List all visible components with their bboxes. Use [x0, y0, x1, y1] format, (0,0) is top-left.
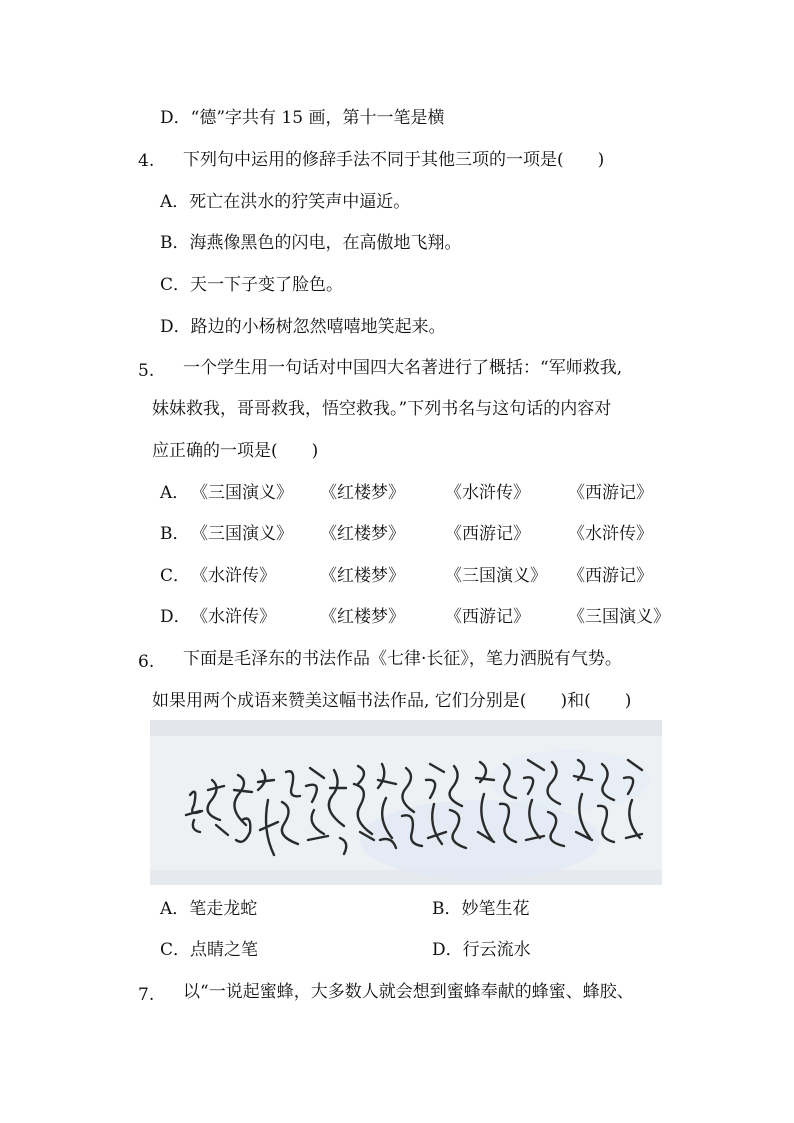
- q5-stem-line-2: 妹妹救我，哥哥救我，悟空救我。”下列书名与这句话的内容对: [152, 399, 612, 419]
- q5-book: 《红楼梦》: [320, 483, 405, 503]
- q5-book: 《西游记》: [445, 524, 530, 544]
- q5-book: 《三国演义》: [191, 524, 293, 544]
- q5-stem-line-3: 应正确的一项是( ): [152, 441, 319, 461]
- q5-book: 《红楼梦》: [320, 524, 405, 544]
- q5-option-label: A．: [160, 483, 190, 503]
- q5-book: 《红楼梦》: [320, 566, 405, 586]
- q5-book: 《三国演义》: [191, 483, 293, 503]
- q5-option-label: B．: [160, 524, 190, 544]
- q4-number: 4.: [138, 151, 155, 171]
- q6-option-d: D．行云流水: [432, 940, 531, 960]
- q5-book: 《西游记》: [568, 566, 653, 586]
- q4-option-a: A．死亡在洪水的狞笑声中逼近。: [160, 192, 411, 212]
- q5-option-label: C．: [160, 566, 191, 586]
- q5-book: 《水浒传》: [568, 524, 653, 544]
- q6-stem-line-1: 下面是毛泽东的书法作品《七律·长征》，笔力洒脱有气势。: [183, 649, 622, 669]
- q5-book: 《水浒传》: [445, 483, 530, 503]
- q3-option-d: D．“德”字共有 15 画，第十一笔是横: [160, 108, 445, 128]
- q4-option-b: B．海燕像黑色的闪电，在高傲地飞翔。: [160, 233, 462, 253]
- q6-number: 6.: [138, 652, 155, 672]
- q5-book: 《三国演义》: [445, 566, 547, 586]
- q5-book: 《西游记》: [568, 483, 653, 503]
- q5-stem-line-1: 一个学生用一句话对中国四大名著进行了概括：“军师救我,: [183, 358, 623, 378]
- q7-stem: 以“一说起蜜蜂，大多数人就会想到蜜蜂奉献的蜂蜜、蜂胶、: [183, 982, 634, 1002]
- q4-option-c: C．天一下子变了脸色。: [160, 275, 344, 295]
- q4-option-d: D．路边的小杨树忽然嘻嘻地笑起来。: [160, 317, 446, 337]
- q5-book: 《红楼梦》: [320, 607, 405, 627]
- q5-number: 5.: [138, 361, 155, 381]
- q6-option-c: C．点睛之笔: [160, 940, 259, 960]
- q5-book: 《西游记》: [445, 607, 530, 627]
- q5-book: 《水浒传》: [191, 566, 276, 586]
- q4-stem: 下列句中运用的修辞手法不同于其他三项的一项是( ): [183, 150, 605, 170]
- q6-option-a: A．笔走龙蛇: [160, 899, 258, 919]
- q5-book: 《三国演义》: [568, 607, 670, 627]
- q5-option-label: D．: [160, 607, 191, 627]
- q6-option-b: B．妙笔生花: [432, 899, 530, 919]
- q6-stem-line-2: 如果用两个成语来赞美这幅书法作品, 它们分别是( )和( ): [152, 691, 632, 711]
- q7-number: 7.: [138, 985, 155, 1005]
- q5-book: 《水浒传》: [191, 607, 276, 627]
- calligraphy-image: [150, 720, 662, 885]
